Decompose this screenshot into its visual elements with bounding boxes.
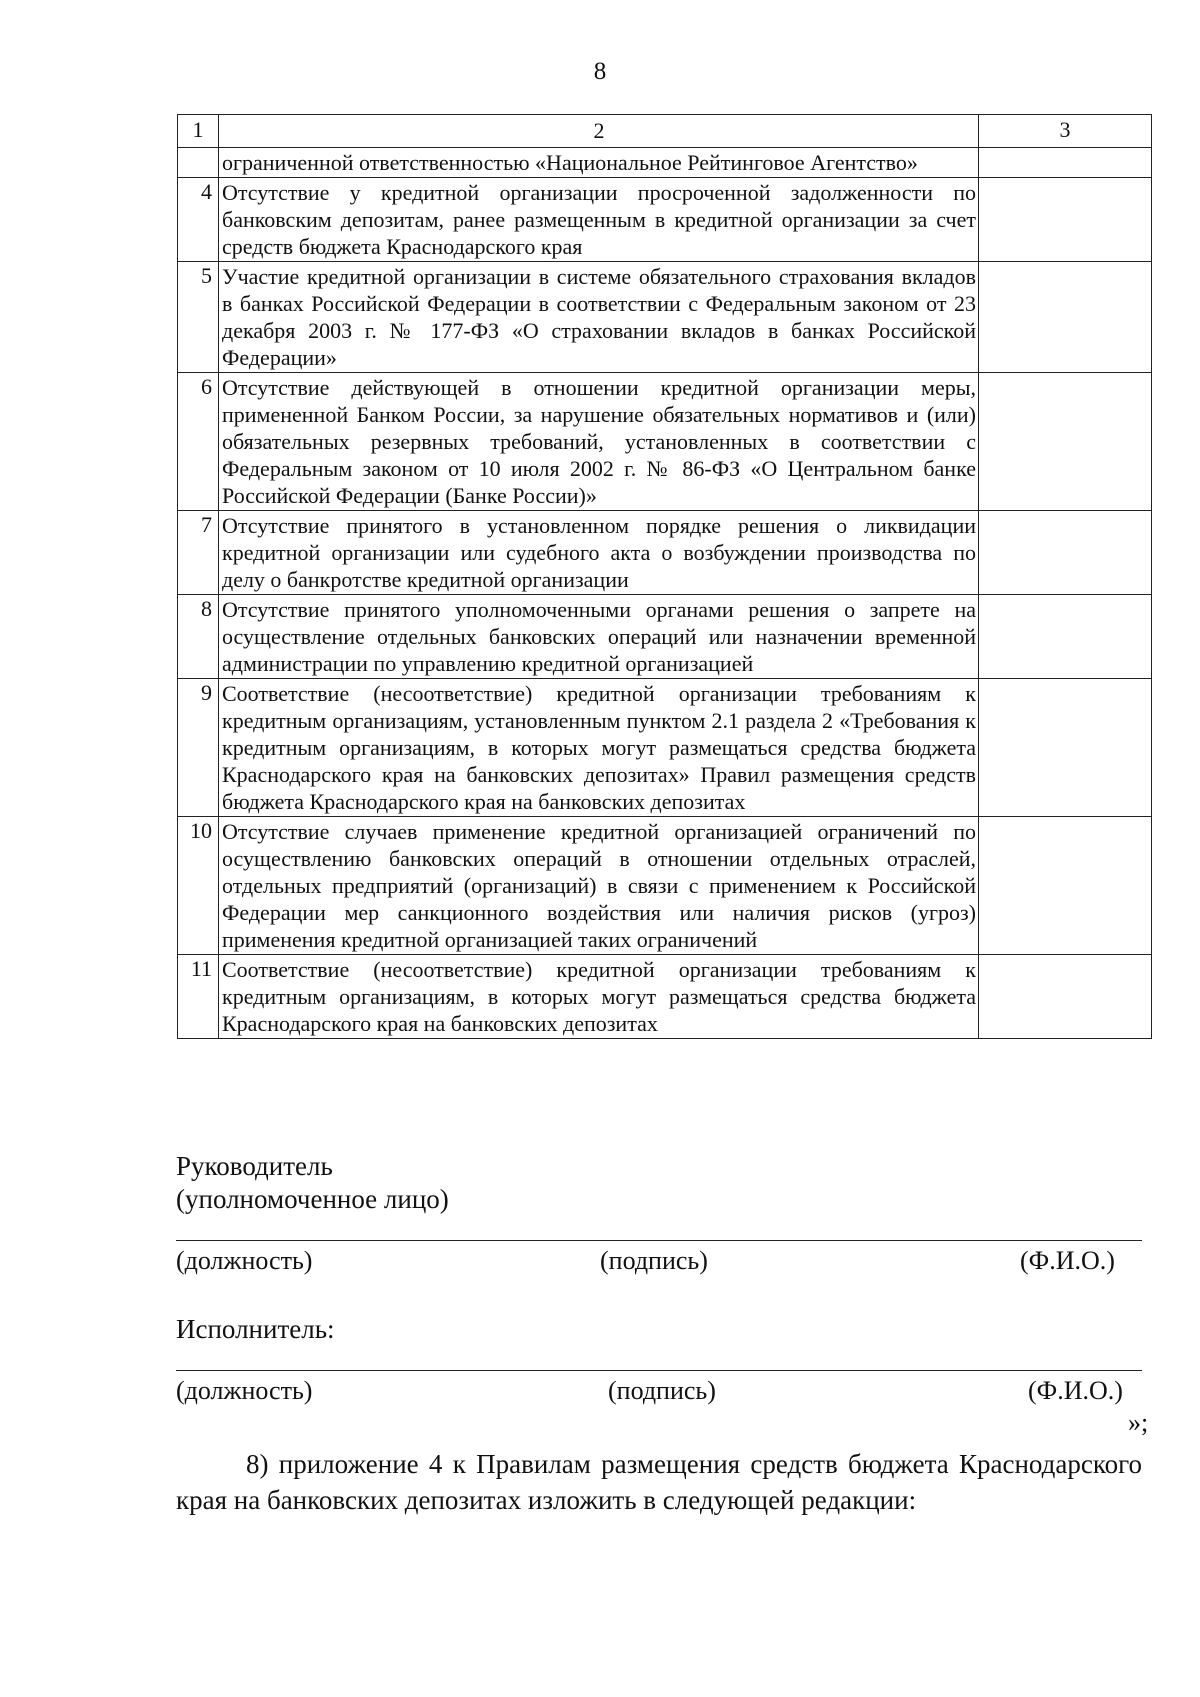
table-row [178, 817, 1152, 955]
row-value-cell [979, 817, 1152, 955]
row-text: ограниченной ответственностью «Национальное Рейтинговое Агентство» [219, 148, 979, 178]
row-number [178, 148, 219, 178]
row-number: 7 [178, 511, 219, 595]
executor-position-caption: (должность) [176, 1376, 313, 1405]
table-row [178, 955, 1152, 1039]
row-text: Отсутствие принятого в установленном порядке решения о ликвидации кредитной организации или судебного акта о возбуждении производства по делу о банкротстве кредитной организации [219, 511, 979, 595]
head-name-caption: (Ф.И.О.) [1020, 1246, 1115, 1275]
table-row [178, 262, 1152, 373]
row-text: Отсутствие действующей в отношении кредитной организации меры, примененной Банком России, за нарушение обязательных нормативов и (или) обязательных резервных требований, установленных в соответствии с Федеральным законом от 10 июля 2002 г. № 86-ФЗ «О Центральном банке Российской Федерации (Банке России)» [219, 373, 979, 511]
requirements-table [177, 114, 1152, 1039]
table-row [178, 679, 1152, 817]
header-col-1: 1 [178, 115, 219, 148]
row-number: 5 [178, 262, 219, 373]
amendment-paragraph: 8) приложение 4 к Правилам размещения средств бюджета Краснодарского края на банковских депозитах изложить в следующей редакции: [176, 1449, 1142, 1515]
head-signature-line [176, 1240, 1142, 1241]
executor-label: Исполнитель: [176, 1314, 335, 1344]
row-value-cell [979, 373, 1152, 511]
table-header-row [178, 115, 1152, 148]
table-row [178, 511, 1152, 595]
row-text: Отсутствие у кредитной организации просроченной задолженности по банковским депозитам, ранее размещенным в кредитной организации за счет средств бюджета Краснодарского края [219, 178, 979, 262]
header-col-2: 2 [219, 115, 979, 148]
row-value-cell [979, 178, 1152, 262]
executor-signature-line [176, 1370, 1142, 1371]
row-value-cell [979, 595, 1152, 679]
executor-signature-caption: (подпись) [608, 1376, 716, 1405]
row-value-cell [979, 955, 1152, 1039]
closing-quote: »; [1128, 1408, 1149, 1437]
table-row [178, 178, 1152, 262]
head-position-caption: (должность) [176, 1246, 313, 1275]
header-col-3: 3 [979, 115, 1152, 148]
head-signature-caption: (подпись) [600, 1246, 708, 1275]
row-value-cell [979, 511, 1152, 595]
head-subtitle: (уполномоченное лицо) [176, 1184, 449, 1214]
row-text: Участие кредитной организации в системе обязательного страхования вкладов в банках Российской Федерации в соответствии с Федеральным законом от 23 декабря 2003 г. № 177-ФЗ «О страховании вкладов в банках Российской Федерации» [219, 262, 979, 373]
executor-name-caption: (Ф.И.О.) [1028, 1376, 1123, 1405]
row-number: 10 [178, 817, 219, 955]
row-text: Соответствие (несоответствие) кредитной организации требованиям к кредитным организациям, установленным пунктом 2.1 раздела 2 «Требования к кредитным организациям, в которых могут размещаться средства бюджета Краснодарского края на банковских депозитах» Правил размещения средств бюджета Краснодарского края на банковских депозитах [219, 679, 979, 817]
row-text: Соответствие (несоответствие) кредитной организации требованиям к кредитным организациям, в которых могут размещаться средства бюджета Краснодарского края на банковских депозитах [219, 955, 979, 1039]
head-title: Руководитель [176, 1151, 333, 1181]
table-row [178, 148, 1152, 178]
row-value-cell [979, 679, 1152, 817]
row-number: 8 [178, 595, 219, 679]
row-value-cell [979, 148, 1152, 178]
table-row [178, 373, 1152, 511]
table-row [178, 595, 1152, 679]
row-number: 4 [178, 178, 219, 262]
row-number: 6 [178, 373, 219, 511]
page-number: 8 [593, 58, 607, 85]
row-text: Отсутствие случаев применение кредитной организацией ограничений по осуществлению банковских операций в отношении отдельных отраслей, отдельных предприятий (организаций) в связи с применением к Российской Федерации мер санкционного воздействия или наличия рисков (угроз) применения кредитной организацией таких ограничений [219, 817, 979, 955]
row-text: Отсутствие принятого уполномоченными органами решения о запрете на осуществление отдельных банковских операций или назначении временной администрации по управлению кредитной организацией [219, 595, 979, 679]
row-number: 9 [178, 679, 219, 817]
row-value-cell [979, 262, 1152, 373]
head-signature-label [176, 1150, 1152, 1216]
row-number: 11 [178, 955, 219, 1039]
